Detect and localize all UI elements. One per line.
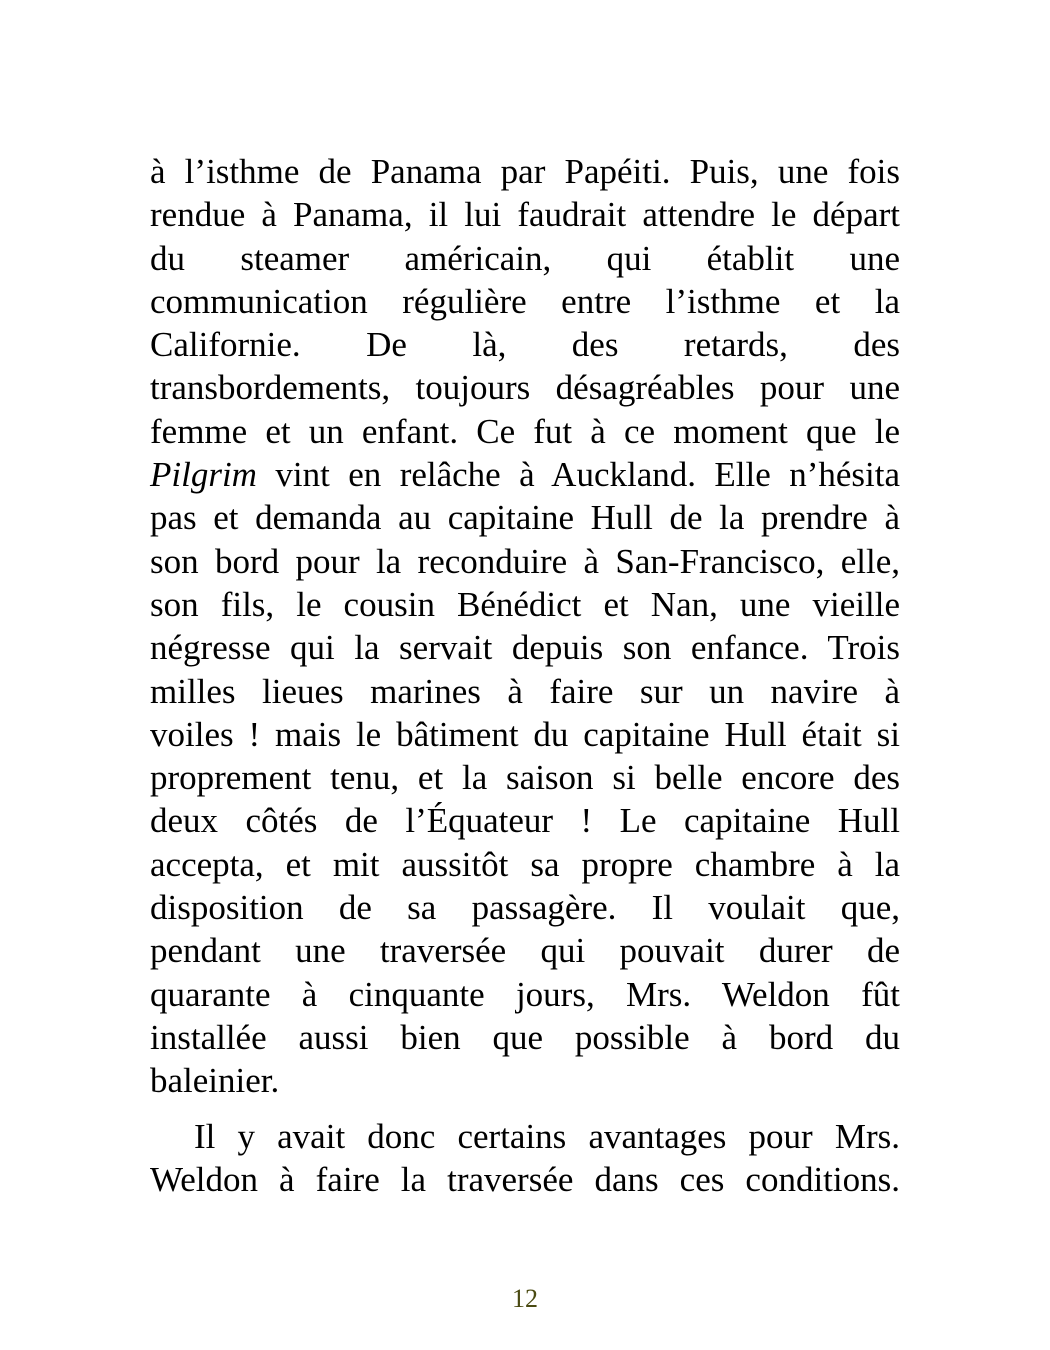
text-line: disposition de sa passagère. Il voulait que,	[150, 888, 900, 928]
text-line: milles lieues marines à faire sur un navire à	[150, 671, 900, 711]
text-line: rendue à Panama, il lui faudrait attendre le départ	[150, 195, 900, 235]
text-line: voiles ! mais le bâtiment du capitaine Hull était si	[150, 714, 900, 754]
text-line: communication régulière entre l’isthme et la	[150, 281, 900, 321]
text-line: installée aussi bien que possible à bord du	[150, 1017, 900, 1057]
text-line: Il y avait donc certains avantages pour Mrs.	[194, 1116, 900, 1156]
paragraph-1	[150, 150, 900, 1103]
paragraph-spacer	[150, 1103, 900, 1115]
text-line: Weldon à faire la traversée dans ces conditions.	[150, 1159, 900, 1199]
text-fragment: vint en relâche à Auckland. Elle n’hésita	[256, 455, 900, 495]
text-line: pas et demanda au capitaine Hull de la prendre à	[150, 498, 900, 538]
text-line: baleinier.	[150, 1061, 280, 1101]
ship-name-italic: Pilgrim	[150, 455, 257, 495]
text-line: pendant une traversée qui pouvait durer de	[150, 931, 900, 971]
text-line: Californie. De là, des retards, des	[150, 325, 900, 365]
text-line: son bord pour la reconduire à San-Francisco, elle,	[150, 541, 900, 581]
text-line: transbordements, toujours désagréables pour une	[150, 368, 900, 408]
text-line: deux côtés de l’Équateur ! Le capitaine Hull	[150, 801, 900, 841]
text-line: négresse qui la servait depuis son enfance. Trois	[150, 628, 900, 668]
text-line: du steamer américain, qui établit une	[150, 238, 900, 278]
paragraph-2	[150, 1115, 900, 1202]
text-line: quarante à cinquante jours, Mrs. Weldon fût	[150, 974, 900, 1014]
text-line: à l’isthme de Panama par Papéiti. Puis, une fois	[150, 152, 900, 191]
text-line: femme et un enfant. Ce fut à ce moment que le	[150, 411, 900, 451]
text-line	[150, 453, 900, 496]
text-line: son fils, le cousin Bénédict et Nan, une vieille	[150, 584, 900, 624]
body-text	[150, 150, 900, 1201]
text-line: accepta, et mit aussitôt sa propre chambre à la	[150, 844, 900, 884]
page-number: 12	[512, 1284, 538, 1313]
text-line: proprement tenu, et la saison si belle encore des	[150, 758, 900, 798]
